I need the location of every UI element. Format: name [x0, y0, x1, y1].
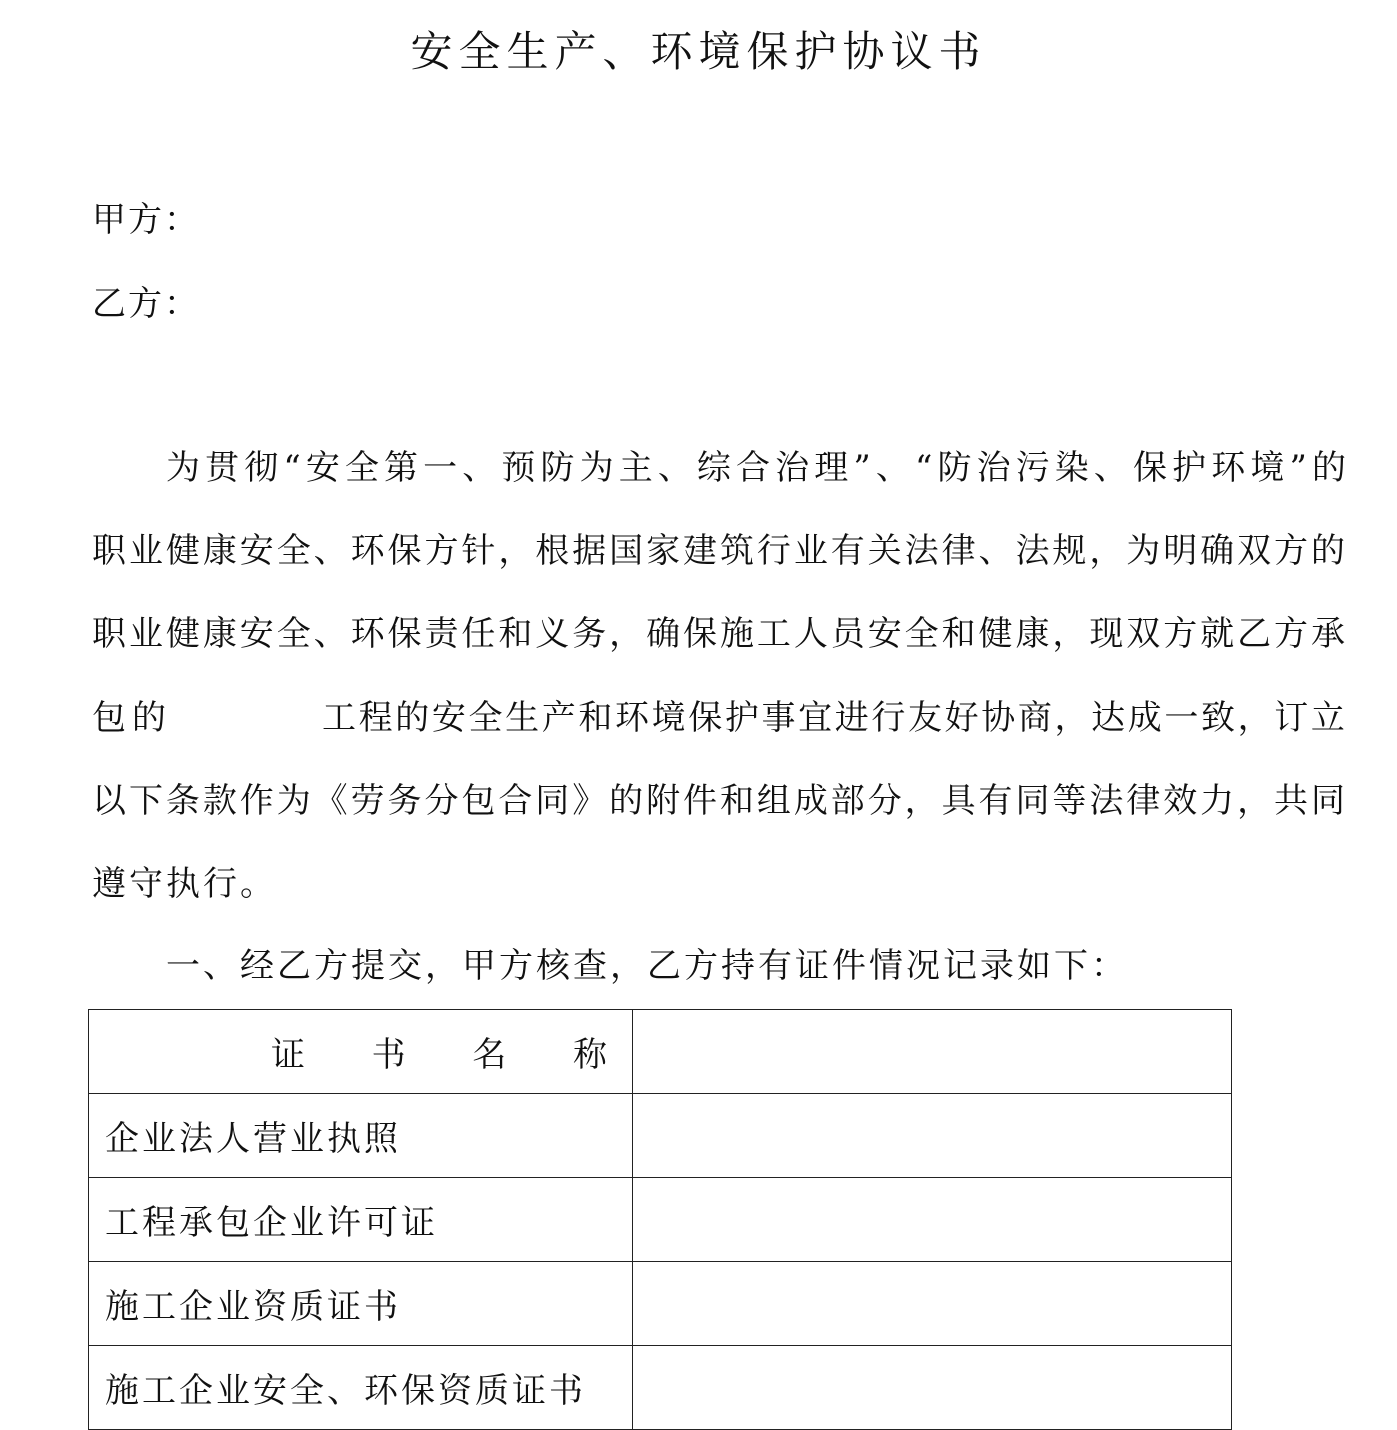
- certificate-value: [633, 1094, 1232, 1178]
- certificate-value: [633, 1262, 1232, 1346]
- table-row: [89, 1094, 1232, 1178]
- table-header-value: [633, 1010, 1232, 1094]
- certificate-value: [633, 1178, 1232, 1262]
- party-b-label: 乙方：: [92, 284, 200, 324]
- intro-line-6: 遵守执行。: [92, 864, 277, 904]
- certificate-name: 施工企业安全、环保资质证书: [89, 1346, 633, 1430]
- certificate-table: [88, 1009, 1232, 1430]
- certificate-name: 工程承包企业许可证: [89, 1178, 633, 1262]
- table-header-name: [89, 1010, 633, 1094]
- intro-line-4-prefix: 包的: [92, 698, 172, 738]
- header-char: 证: [271, 1035, 305, 1075]
- section-one-heading: 一、经乙方提交，甲方核查，乙方持有证件情况记录如下：: [166, 946, 1128, 986]
- intro-line-5: 以 下 条 款 作 为 《 劳 务 分 包 合 同 》 的 附 件 和 组 成 部 分 ， 具 有 同 等 法 律 效 力 ， 共 同: [92, 781, 1345, 821]
- intro-line-4: [92, 698, 1345, 738]
- intro-line-1: 为 贯 彻 “ 安 全 第 一 、 预 防 为 主 、 综 合 治 理 ” 、 “ 防 治 污 染 、 保 护 环 境 ” 的: [166, 448, 1346, 488]
- header-char: 书: [371, 1035, 406, 1075]
- table-row: [89, 1346, 1232, 1430]
- party-a-label: 甲方：: [92, 200, 200, 240]
- header-char: 名: [472, 1035, 507, 1075]
- table-row: [89, 1262, 1232, 1346]
- certificate-value: [633, 1346, 1232, 1430]
- table-row: [89, 1178, 1232, 1262]
- document-title: 安全生产、环境保护协议书: [410, 27, 987, 76]
- certificate-name: 企业法人营业执照: [89, 1094, 633, 1178]
- intro-line-4-text: 工 程 的 安 全 生 产 和 环 境 保 护 事 宜 进 行 友 好 协 商 ， 达 成 一 致 ， 订 立: [322, 698, 1345, 738]
- certificate-name: 施工企业资质证书: [89, 1262, 633, 1346]
- intro-line-2: 职 业 健 康 安 全 、 环 保 方 针 ， 根 据 国 家 建 筑 行 业 有 关 法 律 、 法 规 ， 为 明 确 双 方 的: [92, 531, 1345, 571]
- project-name-blank: [172, 698, 322, 738]
- table-header-row: [89, 1010, 1232, 1094]
- header-char: 称: [572, 1035, 607, 1075]
- intro-line-3: 职 业 健 康 安 全 、 环 保 责 任 和 义 务 ， 确 保 施 工 人 员 安 全 和 健 康 ， 现 双 方 就 乙 方 承: [92, 614, 1345, 654]
